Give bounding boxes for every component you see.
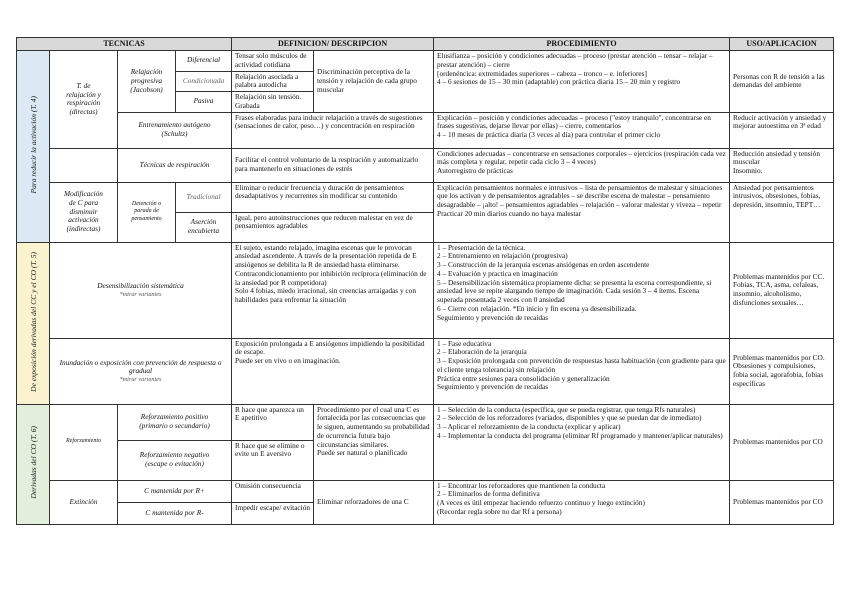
uso-detencion: Ansiedad por pensamientos intrusivos, obsesiones, fobias, depresión, insomnio, TEPT…	[730, 182, 834, 242]
jacobson-label: Relajación progresiva (Jacobson)	[118, 51, 176, 113]
def-diferencial: Tensar solo músculos de actividad cotidiana	[232, 51, 314, 72]
extincion-label: Extinción	[50, 480, 118, 524]
cparo-group: Modificación de C para disminuir activación (indirectas)	[50, 182, 118, 242]
header-definicion: DEFINICION/ DESCRIPCION	[232, 38, 434, 51]
proc-reforzamiento: 1 – Selección de la conducta (específica, que se pueda registrar, que tenga Rfs naturales) 2 – Selección de los reforzadores (variados, disponibles y que se puedan dar de inmediato) 3 – Aplicar el reforzamiento de la conducta (explicar y aplicar) 4 – Implementar la conducta del programa (eliminar Rf programado y mantener/aplicar naturales)	[434, 404, 730, 480]
techniques-table	[16, 37, 834, 525]
reforzamiento-label: Reforzamiento	[50, 404, 118, 480]
variant-asercion: Aserción encubierta	[176, 212, 232, 242]
proc-detencion: Explicación pensamientos normales e intrusivos – lista de pensamientos de malestar y situaciones que los activan y de pensamientos agradables – se describe escena de malestar – pensamiento desagradable – ¡alto! – pensamientos agradables – relajación – valorar malestar y viveza – repetir Practicar 20 min diarios cuando no haya malestar	[434, 182, 730, 242]
uso-ds: Problemas mantenidos por CC. Fobias, TCA, asma, cefaleas, insomnio, alcoholismo, disfunciones sexuales…	[730, 242, 834, 338]
uso-jacobson: Personas con R de tensión a las demandas del ambiente	[730, 51, 834, 113]
proc-autogeno: Explicación – posición y condiciones adecuadas – proceso ("estoy tranquilo", concentrarse en frases sugestivas, dejarse llevar por ellas) – cierre, comentarios 4 – 10 meses de práctica diaria (3 veces al día) para controlar el primer ciclo	[434, 112, 730, 148]
def-ds: El sujeto, estando relajado, imagina escenas que le provocan ansiedad ascendente. A través de la presentación repetida de E ansiógenos se debilita la R de ansiedad hasta eliminarse. Contracondicionamiento por inhibición recíproca (eliminación de la ansiedad por R competidora) Solo 4 fobias, miedo irracional, sin creencias arraigadas y con habilidades para enfrentar la situación	[232, 242, 434, 338]
uso-inundacion: Problemas mantenidos por CO. Obsesiones y compulsiones, fobia social, agorafobia, fobias específicas	[730, 338, 834, 404]
uso-reforzamiento: Problemas mantenidos por CO	[730, 404, 834, 480]
uso-autogeno: Reducir activación y ansiedad y mejorar autoestima en 3ª edad	[730, 112, 834, 148]
def-condicionada: Relajación asociada a palabra autodicha	[232, 71, 314, 92]
header-uso: USO/APLICACION	[730, 38, 834, 51]
variant-condicionada: Condicionada	[176, 71, 232, 92]
def-tradicional: Eliminar o reducir frecuencia y duración de pensamientos desadaptativos y recurrentes sin modificar su contenido	[232, 182, 434, 212]
header-tecnicas: TECNICAS	[17, 38, 232, 51]
proc-respiracion: Condiciones adecuadas – concentrarse en sensaciones corporales – ejercicios (respiración cada vez más completa y regular, repetir cada ciclo 3 – 4 veces) Autorregistro de prácticas	[434, 148, 730, 182]
section-exposure-label: De exposición derivadas del CC y el CO (T. 5)	[17, 242, 50, 404]
ref-positivo: Reforzamiento positivo (primario o secundario)	[118, 404, 232, 440]
header-row	[17, 38, 834, 51]
inundacion-title: Inundación o exposición con prevención de respuesta o gradual	[59, 357, 222, 376]
def-ext-rneg: Impedir escape/ evitación	[232, 502, 314, 524]
inundacion-note: *mirar variantes	[119, 376, 162, 384]
proc-ds: 1 – Presentación de la técnica. 2 – Entrenamiento en relajación (progresiva) 3 – Construcción de la jerarquía escenas ansiógenas en orden ascendente 4 – Evaluación y practica en imaginación 5 – Desensibilización sistemática propiamente dicha: se presenta la escena correspondiente, si ansiedad leve se repite alargando tiempo de imaginación. Cada sesión 3 – 4 ítems. Escena superada presentada 2 veces con 0 ansiedad 6 – Cierre con relajación. *En inicio y fin escena ya desensibilizada. Seguimiento y prevención de recaídas	[434, 242, 730, 338]
def-reforzamiento: Procedimiento por el cual una C es fortalecida por las consecuencias que le siguen, aumentando su probabilidad de ocurrencia futura bajo circunstancias similares. Puede ser natural o planificado	[314, 404, 434, 480]
autogeno-label: Entrenamiento autógeno (Schultz)	[118, 112, 232, 148]
def-autogeno: Frases elaboradas para inducir relajación a través de sugestiones (sensaciones de calor, peso…) y concentración en respiración	[232, 112, 434, 148]
def-respiracion: Facilitar el control voluntario de la respiración y automatizarlo para mantenerlo en situaciones de estrés	[232, 148, 434, 182]
uso-extincion: Problemas mantenidos por CO	[730, 480, 834, 524]
def-ref-negativo: R hace que se elimine o evite un E aversivo	[232, 440, 314, 480]
variant-pasiva: Pasiva	[176, 92, 232, 113]
def-extincion: Eliminar reforzadores de una C	[314, 480, 434, 524]
proc-jacobson: Elusifianza – posición y condiciones adecuadas – proceso (prestar atención – tensar – relajar – prestar atención) – cierre [ordenéncica: extremidades superiores – cabeza – tronco – e. inferiores] 4 – 6 sesiones de 15 – 30 min (adaptable) con práctica diaria 15 – 20 min y registro	[434, 51, 730, 113]
def-ext-rpos: Omisión consecuencia	[232, 480, 314, 502]
def-inundacion: Exposición prolongada a E ansiógenos impidiendo la posibilidad de escape. Puede ser en vivo o en imaginación.	[232, 338, 434, 404]
respiracion-label: Técnicas de respiración	[118, 148, 232, 182]
section-co-label: Derivadas del CO (T. 6)	[17, 404, 50, 524]
relaxation-group: T. de relajación y respiración (directas)	[50, 51, 118, 149]
variant-tradicional: Tradicional	[176, 182, 232, 212]
ds-note: *mirar variantes	[119, 290, 162, 298]
detencion-label: Detención o parada de pensamiento	[118, 182, 176, 242]
section-activation-label: Para reducir la activación (T. 4)	[17, 51, 50, 243]
ext-rneg: C mantenida por R-	[118, 502, 232, 524]
def-pasiva: Relajación sin tensión. Grabada	[232, 92, 314, 113]
def-asercion: Igual, pero autoinstrucciones que reducen malestar en vez de pensamientos agradables	[232, 212, 434, 242]
def-discriminacion: Discriminación perceptiva de la tensión y relajación de cada grupo muscular	[314, 51, 434, 113]
ds-label	[50, 242, 232, 338]
proc-inundacion: 1 – Fase educativa 2 – Elaboración de la jerarquía 3 – Exposición prolongada con prevención de respuestas hasta habituación (con gradiente para que el cliente tenga tolerancia) sin relajación Práctica entre sesiones para consolidación y generalización Seguimiento y prevención de recaídas	[434, 338, 730, 404]
def-ref-positivo: R hace que aparezca un E apetitivo	[232, 404, 314, 440]
variant-diferencial: Diferencial	[176, 51, 232, 72]
ext-rpos: C mantenida por R+	[118, 480, 232, 502]
uso-respiracion: Reducción ansiedad y tensión muscular Insomnio.	[730, 148, 834, 182]
proc-extincion: 1 – Encontrar los reforzadores que mantienen la conducta 2 – Eliminarlos de forma definitiva (A veces es útil empezar haciendo refuerzo continuo y luego extinción) (Recordar regla sobre no dar Rf a persona)	[434, 480, 730, 524]
ds-title: Desensibilización sistemática	[97, 280, 184, 290]
inundacion-label	[50, 338, 232, 404]
header-procedimiento: PROCEDIMIENTO	[434, 38, 730, 51]
ref-negativo: Reforzamiento negativo (escape o evitación)	[118, 440, 232, 480]
